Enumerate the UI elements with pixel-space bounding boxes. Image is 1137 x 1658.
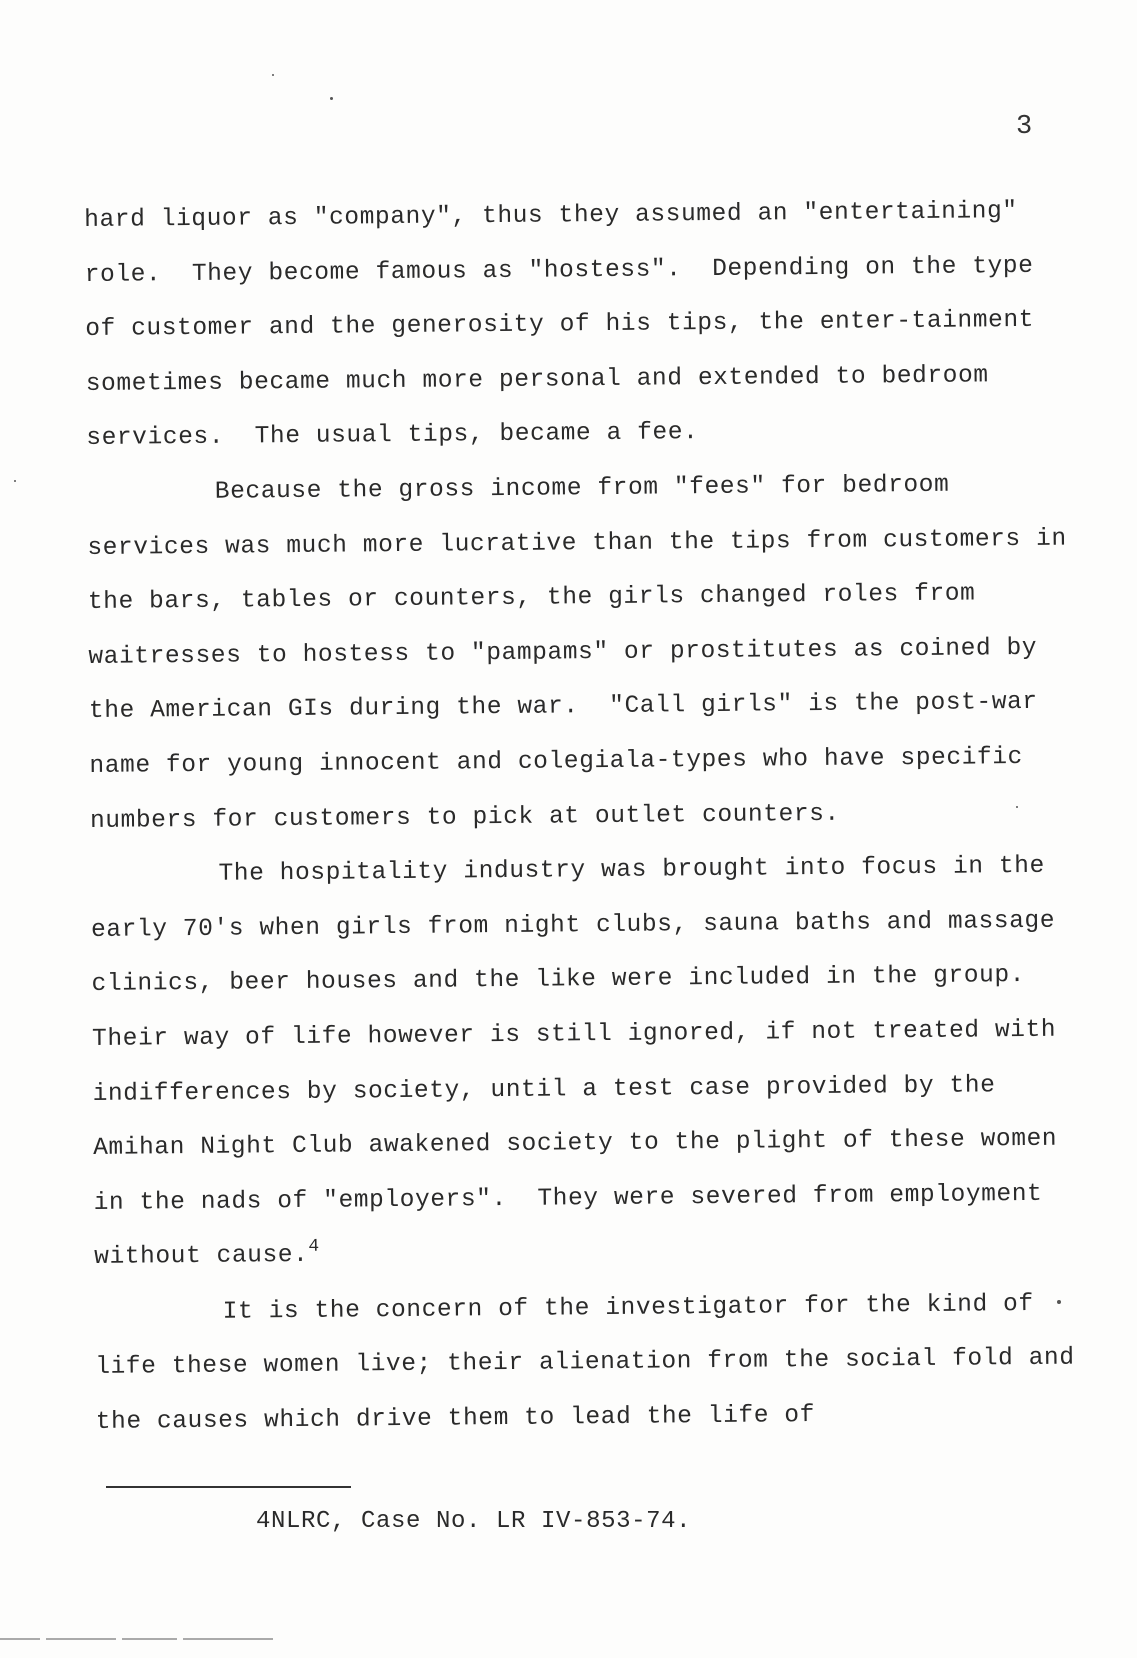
footnote-reference: 4 [308, 1237, 320, 1258]
paragraph-4: It is the concern of the investigator for the kind of life these women live; their alienation from the social fold and the causes which drive them to lead the life of [95, 1290, 1091, 1437]
scan-edge-marks [0, 1630, 360, 1652]
page-number: 3 [1016, 112, 1033, 142]
scan-speck [14, 480, 16, 482]
scan-speck [330, 97, 333, 100]
footnote-divider [106, 1486, 351, 1488]
paragraph-3-text: The hospitality industry was brought into focus in the early 70's when girls from night clubs, sauna baths and massage clinics, beer houses and the like were included in the group. Their way of life however is still ignored, if not treated with indifferences by society, until a test case provided by the Amihan Night Club awakened society to the plight of these women in the nads of "employers". They were severed from employment without cause. [90, 852, 1073, 1272]
paragraph-2: Because the gross income from "fees" for bedroom services was much more lucrative than the tips from customers in the bars, tables or counters, the girls changed roles from waitresses to hostess to "pampams" or prostitutes as coined by the American GIs during the war. "Call girls" is the post-war name for young innocent and colegiala-types who have specific numbers for customers to pick at outlet counters. [87, 471, 1083, 835]
body-text [84, 184, 1091, 1450]
scan-speck [272, 74, 274, 76]
footnote [256, 1508, 691, 1535]
paragraph-1: hard liquor as "company", thus they assumed an "entertaining" role. They become famous as "hostess". Depending on the type of customer and the generosity of his tips, the enter-tainment sometimes became much more personal and extended to bedroom services. The usual tips, became a fee. [84, 197, 1050, 453]
footnote-text: NLRC, Case No. LR IV-853-74. [271, 1508, 692, 1535]
footnote-number: 4 [256, 1508, 272, 1535]
paragraph-3 [90, 840, 1084, 1287]
